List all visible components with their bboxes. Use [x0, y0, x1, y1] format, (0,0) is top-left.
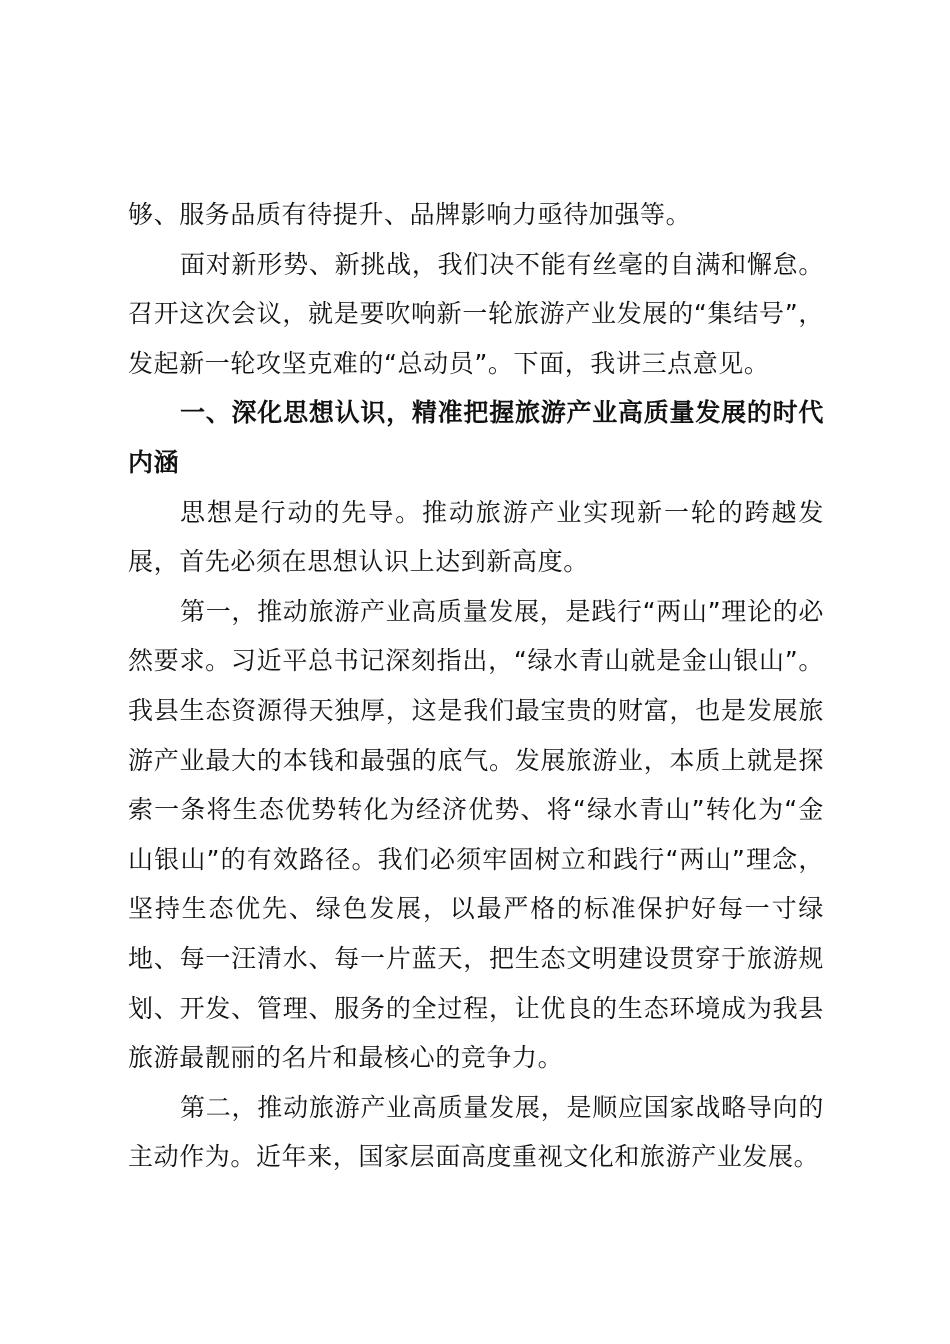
paragraph-point-1: 第一，推动旅游产业高质量发展，是践行“两山”理论的必然要求。习近平总书记深刻指出，“绿水青山就是金山银山”。我县生态资源得天独厚，这是我们最宝贵的财富，也是发展旅游产业最大的本钱和最强的底气。发展旅游业，本质上就是探索一条将生态优势转化为经济优势、将“绿水青山”转化为“金山银山”的有效路径。我们必须牢固树立和践行“两山”理念，坚持生态优先、绿色发展，以最严格的标准保护好每一寸绿地、每一汪清水、每一片蓝天，把生态文明建设贯穿于旅游规划、开发、管理、服务的全过程，让优良的生态环境成为我县旅游最靓丽的名片和最核心的竞争力。 — [128, 596, 824, 1073]
paragraph-point-2: 第二，推动旅游产业高质量发展，是顺应国家战略导向的主动作为。近年来，国家层面高度重视文化和旅游产业发展。 — [128, 1092, 824, 1172]
document-body — [128, 190, 824, 1182]
paragraph-section-lead: 思想是行动的先导。推动旅游产业实现新一轮的跨越发展，首先必须在思想认识上达到新高度。 — [128, 497, 824, 577]
paragraph-intro: 面对新形势、新挑战，我们决不能有丝毫的自满和懈怠。召开这次会议，就是要吹响新一轮旅游产业发展的“集结号”，发起新一轮攻坚克难的“总动员”。下面，我讲三点意见。 — [128, 249, 824, 378]
paragraph-continuation: 够、服务品质有待提升、品牌影响力亟待加强等。 — [128, 200, 692, 229]
section-heading-1: 一、深化思想认识，精准把握旅游产业高质量发展的时代内涵 — [128, 398, 824, 477]
